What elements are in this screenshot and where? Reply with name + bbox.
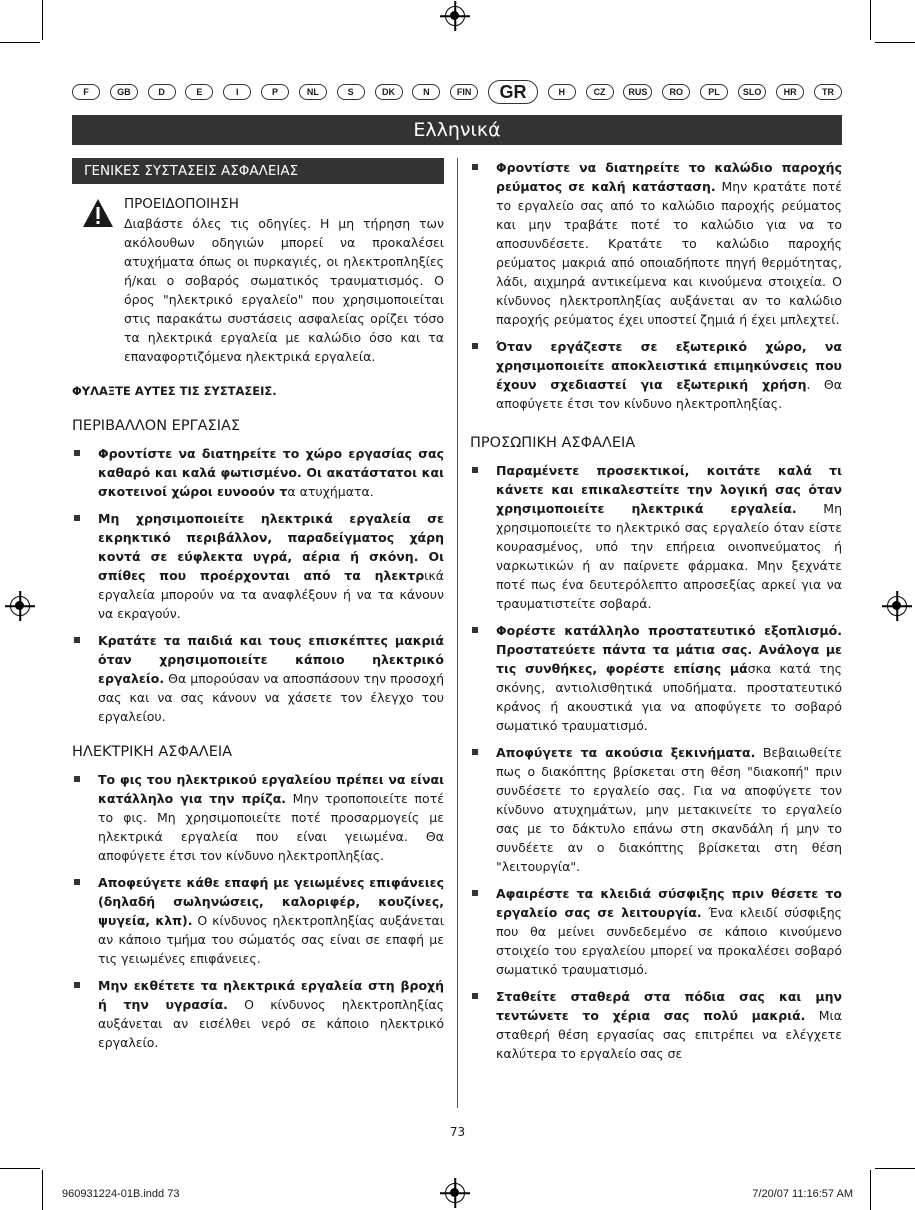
right-column [470,158,842,1081]
language-pill-n: N [412,84,440,100]
footer-file-info: 960931224-01B.indd 73 [62,1188,180,1200]
column-divider [457,158,458,1108]
left-column [72,158,444,1070]
crop-mark [0,42,40,43]
list-item-text: Ένα κλειδί σύσφιξης που θα μείνει συνδεδεμένο σε κάποιο κινούμενο στοιχείο του εργαλείου μπορεί να προκαλέσει σοβαρό σωματικό τραυματισμό. [496,905,842,977]
crop-mark [875,1168,915,1169]
electrical-safety-continued-list [470,158,842,413]
list-item-text: Θα μπορούσαν να αποσπάσουν την προσοχή σας και να σας κάνουν να χάσετε τον έλεγχο του εργαλείου. [98,671,444,724]
language-pill-pl: PL [700,84,728,100]
warning-triangle-icon [82,198,114,228]
registration-mark-icon [10,596,30,616]
list-item [72,509,444,623]
list-item-bold-text: Φροντίστε να διατηρείτε το χώρο εργασίας σας καθαρό και καλά φωτισμένο. Οι ακατάστατοι και σκοτεινοί χώροι ευνοούν τ [98,446,444,499]
language-pill-slo: SLO [738,84,767,100]
list-item-bold-text: Αποφεύγετε κάθε επαφή με γειωμένες επιφάνειες (δηλαδή σωληνώσεις, καλοριφέρ, κουζίνες, ψυγεία, κλπ). [98,875,444,928]
list-item-text: Μην τροποποιείτε ποτέ το φις. Μη χρησιμοποιείτε ποτέ προσαρμογείς με ηλεκτρικά εργαλεία που είναι γειωμένα. Θα αποφύγετε έτσι τον κίνδυνο ηλεκτροπληξίας. [98,791,444,863]
electrical-safety-list [72,770,444,1052]
bullet-square-icon [74,515,80,521]
warning-text: Διαβάστε όλες τις οδηγίες. Η μη τήρηση των ακόλουθων οδηγιών μπορεί να προκαλέσει ατυχήματα όπως οι πυρκαγιές, οι ηλεκτροπληξίες ή/και ο σοβαρός σωματικός τραυματισμός. Ο όρος "ηλεκτρικό εργαλείο" που χρησιμοποιείται στις παρακάτω συστάσεις ασφαλείας ορίζει τόσο τα ηλεκτρικά εργαλεία με καλώδιο όσο και τα επαναφορτιζόμενα ηλεκτρικά εργαλεία. [124,216,444,364]
list-item [72,770,444,865]
language-pill-tr: TR [814,84,842,100]
language-pill-h: H [548,84,576,100]
list-item-text: Μη χρησιμοποιείτε το ηλεκτρικό σας εργαλείο όταν είστε κουρασμένος, υπό την επήρεια οινοπνεύματος ή ναρκωτικών ή αν παίρνετε φάρμακα. Μην ξεχνάτε ποτέ πως ένα δευτερόλεπτο απροσεξίας αρκεί για να τραυματιστείτε σοβαρά. [496,501,842,611]
crop-mark [42,0,43,40]
language-pill-i: I [223,84,251,100]
bullet-square-icon [74,982,80,988]
language-pill-gr: GR [488,80,538,104]
language-pill-e: E [185,84,213,100]
crop-mark [870,0,871,40]
language-pill-s: S [337,84,365,100]
list-item-text: . Θα αποφύγετε έτσι τον κίνδυνο ηλεκτροπληξίας. [496,377,842,411]
language-pill-nl: NL [299,84,327,100]
list-item-bold-text: Μη χρησιμοποιείτε ηλεκτρικά εργαλεία σε εκρηκτικό περιβάλλον, παραδείγματος χάρη κοντά σε εύφλεκτα υγρά, αέρια ή σκόνη. Οι σπίθες που προέρχονται από τα ηλεκτρ [98,511,444,583]
footer-timestamp: 7/20/07 11:16:57 AM [752,1188,853,1200]
list-item [470,621,842,735]
personal-safety-list [470,461,842,1063]
electrical-safety-heading: ΗΛΕΚΤΡΙΚΗ ΑΣΦΑΛΕΙΑ [72,744,233,760]
language-pill-dk: DK [375,84,403,100]
crop-mark [0,1168,40,1169]
section-header: ΓΕΝΙΚΕΣ ΣΥΣΤΑΣΕΙΣ ΑΣΦΑΛΕΙΑΣ [72,158,444,184]
language-selector-bar [72,80,842,104]
list-item-bold-text: Φροντίστε να διατηρείτε το καλώδιο παροχής ρεύματος σε καλή κατάσταση. [496,160,842,194]
list-item-text: Βεβαιωθείτε πως ο διακόπτης βρίσκεται στη θέση "διακοπή" πριν συνδέσετε το εργαλείο σας. Για να αποφύγετε τον κίνδυνο ατυχημάτων, μην μετακινείτε το εργαλείο σας με το δάκτυλο επάνω στη σκανδάλη ή μην το συνδέετε αν ο διακόπτης βρίσκεται στη θέση "λειτουργία". [496,745,842,874]
list-item [470,743,842,876]
registration-mark-icon [445,6,465,26]
bullet-square-icon [472,749,478,755]
bullet-square-icon [74,637,80,643]
language-pill-f: F [72,84,100,100]
list-item [470,337,842,413]
language-pill-gb: GB [110,84,138,100]
language-pill-ro: RO [662,84,690,100]
list-item-text: σκα κατά της σκόνης, αντιολισθητικά υποδήματα. προστατευτικό κράνος ή ακουστικά για να αποφύγετε το σοβαρό σωματικό τραυματισμό. [496,661,842,733]
list-item-bold-text: Μην εκθέτετε τα ηλεκτρικά εργαλεία στη βροχή ή την υγρασία. [98,978,444,1012]
bullet-square-icon [472,627,478,633]
list-item-bold-text: Όταν εργάζεστε σε εξωτερικό χώρο, να χρησιμοποιείτε αποκλειστικά επιμηκύνσεις που έχουν σχεδιαστεί για εξωτερική χρήση [496,339,842,392]
warning-block [72,196,444,366]
language-pill-rus: RUS [623,84,652,100]
list-item [72,444,444,501]
list-item [470,158,842,329]
language-pill-cz: CZ [586,84,614,100]
bullet-square-icon [472,343,478,349]
list-item-bold-text: Κρατάτε τα παιδιά και τους επισκέπτες μακριά όταν χρησιμοποιείτε κάποιο ηλεκτρικό εργαλείο. [98,633,444,686]
list-item-bold-text: Αφαιρέστε τα κλειδιά σύσφιξης πριν θέσετε το εργαλείο σας σε λειτουργία. [496,886,842,920]
page-number: 73 [449,1125,466,1139]
list-item [72,631,444,726]
work-area-list [72,444,444,726]
registration-mark-icon [887,596,907,616]
crop-mark [875,42,915,43]
list-item [470,987,842,1063]
bullet-square-icon [472,467,478,473]
list-item-bold-text: Το φις του ηλεκτρικού εργαλείου πρέπει να είναι κατάλληλο για την πρίζα. [98,772,444,806]
personal-safety-heading: ΠΡΟΣΩΠΙΚΗ ΑΣΦΑΛΕΙΑ [470,435,636,451]
bullet-square-icon [74,776,80,782]
list-item-bold-text: Παραμένετε προσεκτικοί, κοιτάτε καλά τι κάνετε και επικαλεστείτε την λογική σας όταν χρησιμοποιείτε ηλεκτρικά εργαλεία. [496,463,842,516]
registration-mark-icon [445,1183,465,1203]
bullet-square-icon [472,993,478,999]
list-item-bold-text: Αποφύγετε τα ακούσια ξεκινήματα. [496,745,756,760]
crop-mark [42,1170,43,1210]
page-title: Ελληνικά [72,115,842,145]
warning-title: ΠΡΟΕΙΔΟΠΟΙΗΣΗ [124,196,239,212]
bullet-square-icon [74,450,80,456]
list-item-text: Ο κίνδυνος ηλεκτροπληξίας αυξάνεται αν εισέλθει νερό σε κάποιο ηλεκτρικό εργαλείο. [98,997,445,1050]
list-item-bold-text: Σταθείτε σταθερά στα πόδια σας και μην τεντώνετε το χέρια σας πολύ μακριά. [496,989,842,1023]
list-item-text: ικά εργαλεία μπορούν να τα αναφλέξουν ή να τα κάνουν να εκραγούν. [98,568,444,621]
warning-body [124,196,444,366]
language-pill-p: P [261,84,289,100]
list-item [470,884,842,979]
bullet-square-icon [74,879,80,885]
bullet-square-icon [472,164,478,170]
list-item [470,461,842,613]
work-area-heading: ΠΕΡΙΒΑΛΛΟΝ ΕΡΓΑΣΙΑΣ [72,418,241,434]
list-item-text: Μια σταθερή θέση εργασίας σας επιτρέπει να ελέγχετε καλύτερα το εργαλείο σας σε [496,1008,842,1061]
language-pill-fin: FIN [450,84,478,100]
bullet-square-icon [472,890,478,896]
language-pill-d: D [148,84,176,100]
list-item [72,976,444,1052]
list-item-text: Μην κρατάτε ποτέ το εργαλείο σας από το καλώδιο παροχής ρεύματος και μην τραβάτε ποτέ το καλώδιο για να το αποσυνδέσετε. Κρατάτε το καλώδιο παροχής ρεύματος μακριά από οποιαδήποτε πηγή θερμότητας, λάδι, αιχμηρά αντικείμενα και κινούμενα στοιχεία. Ο κίνδυνος ηλεκτροπληξίας αυξάνεται αν το καλώδιο παροχής ρεύματος έχει υποστεί ζημιά ή έχει μπλεχτεί. [496,179,842,327]
language-pill-hr: HR [776,84,804,100]
list-item-text: α ατυχήματα. [287,484,374,499]
keep-instructions-notice: ΦΥΛΑΞΤΕ ΑΥΤΕΣ ΤΙΣ ΣΥΣΤΑΣΕΙΣ. [72,384,277,398]
list-item-text: Ο κίνδυνος ηλεκτροπληξίας αυξάνεται αν κάποιο τμήμα του σώματός σας είναι σε επαφή με τις γειωμένες επιφάνειες. [98,913,444,966]
list-item-bold-text: Φορέστε κατάλληλο προστατευτικό εξοπλισμό. Προστατεύετε πάντα τα μάτια σας. Ανάλογα με τις συνθήκες, φορέστε επίσης μά [496,623,842,676]
crop-mark [870,1170,871,1210]
list-item [72,873,444,968]
